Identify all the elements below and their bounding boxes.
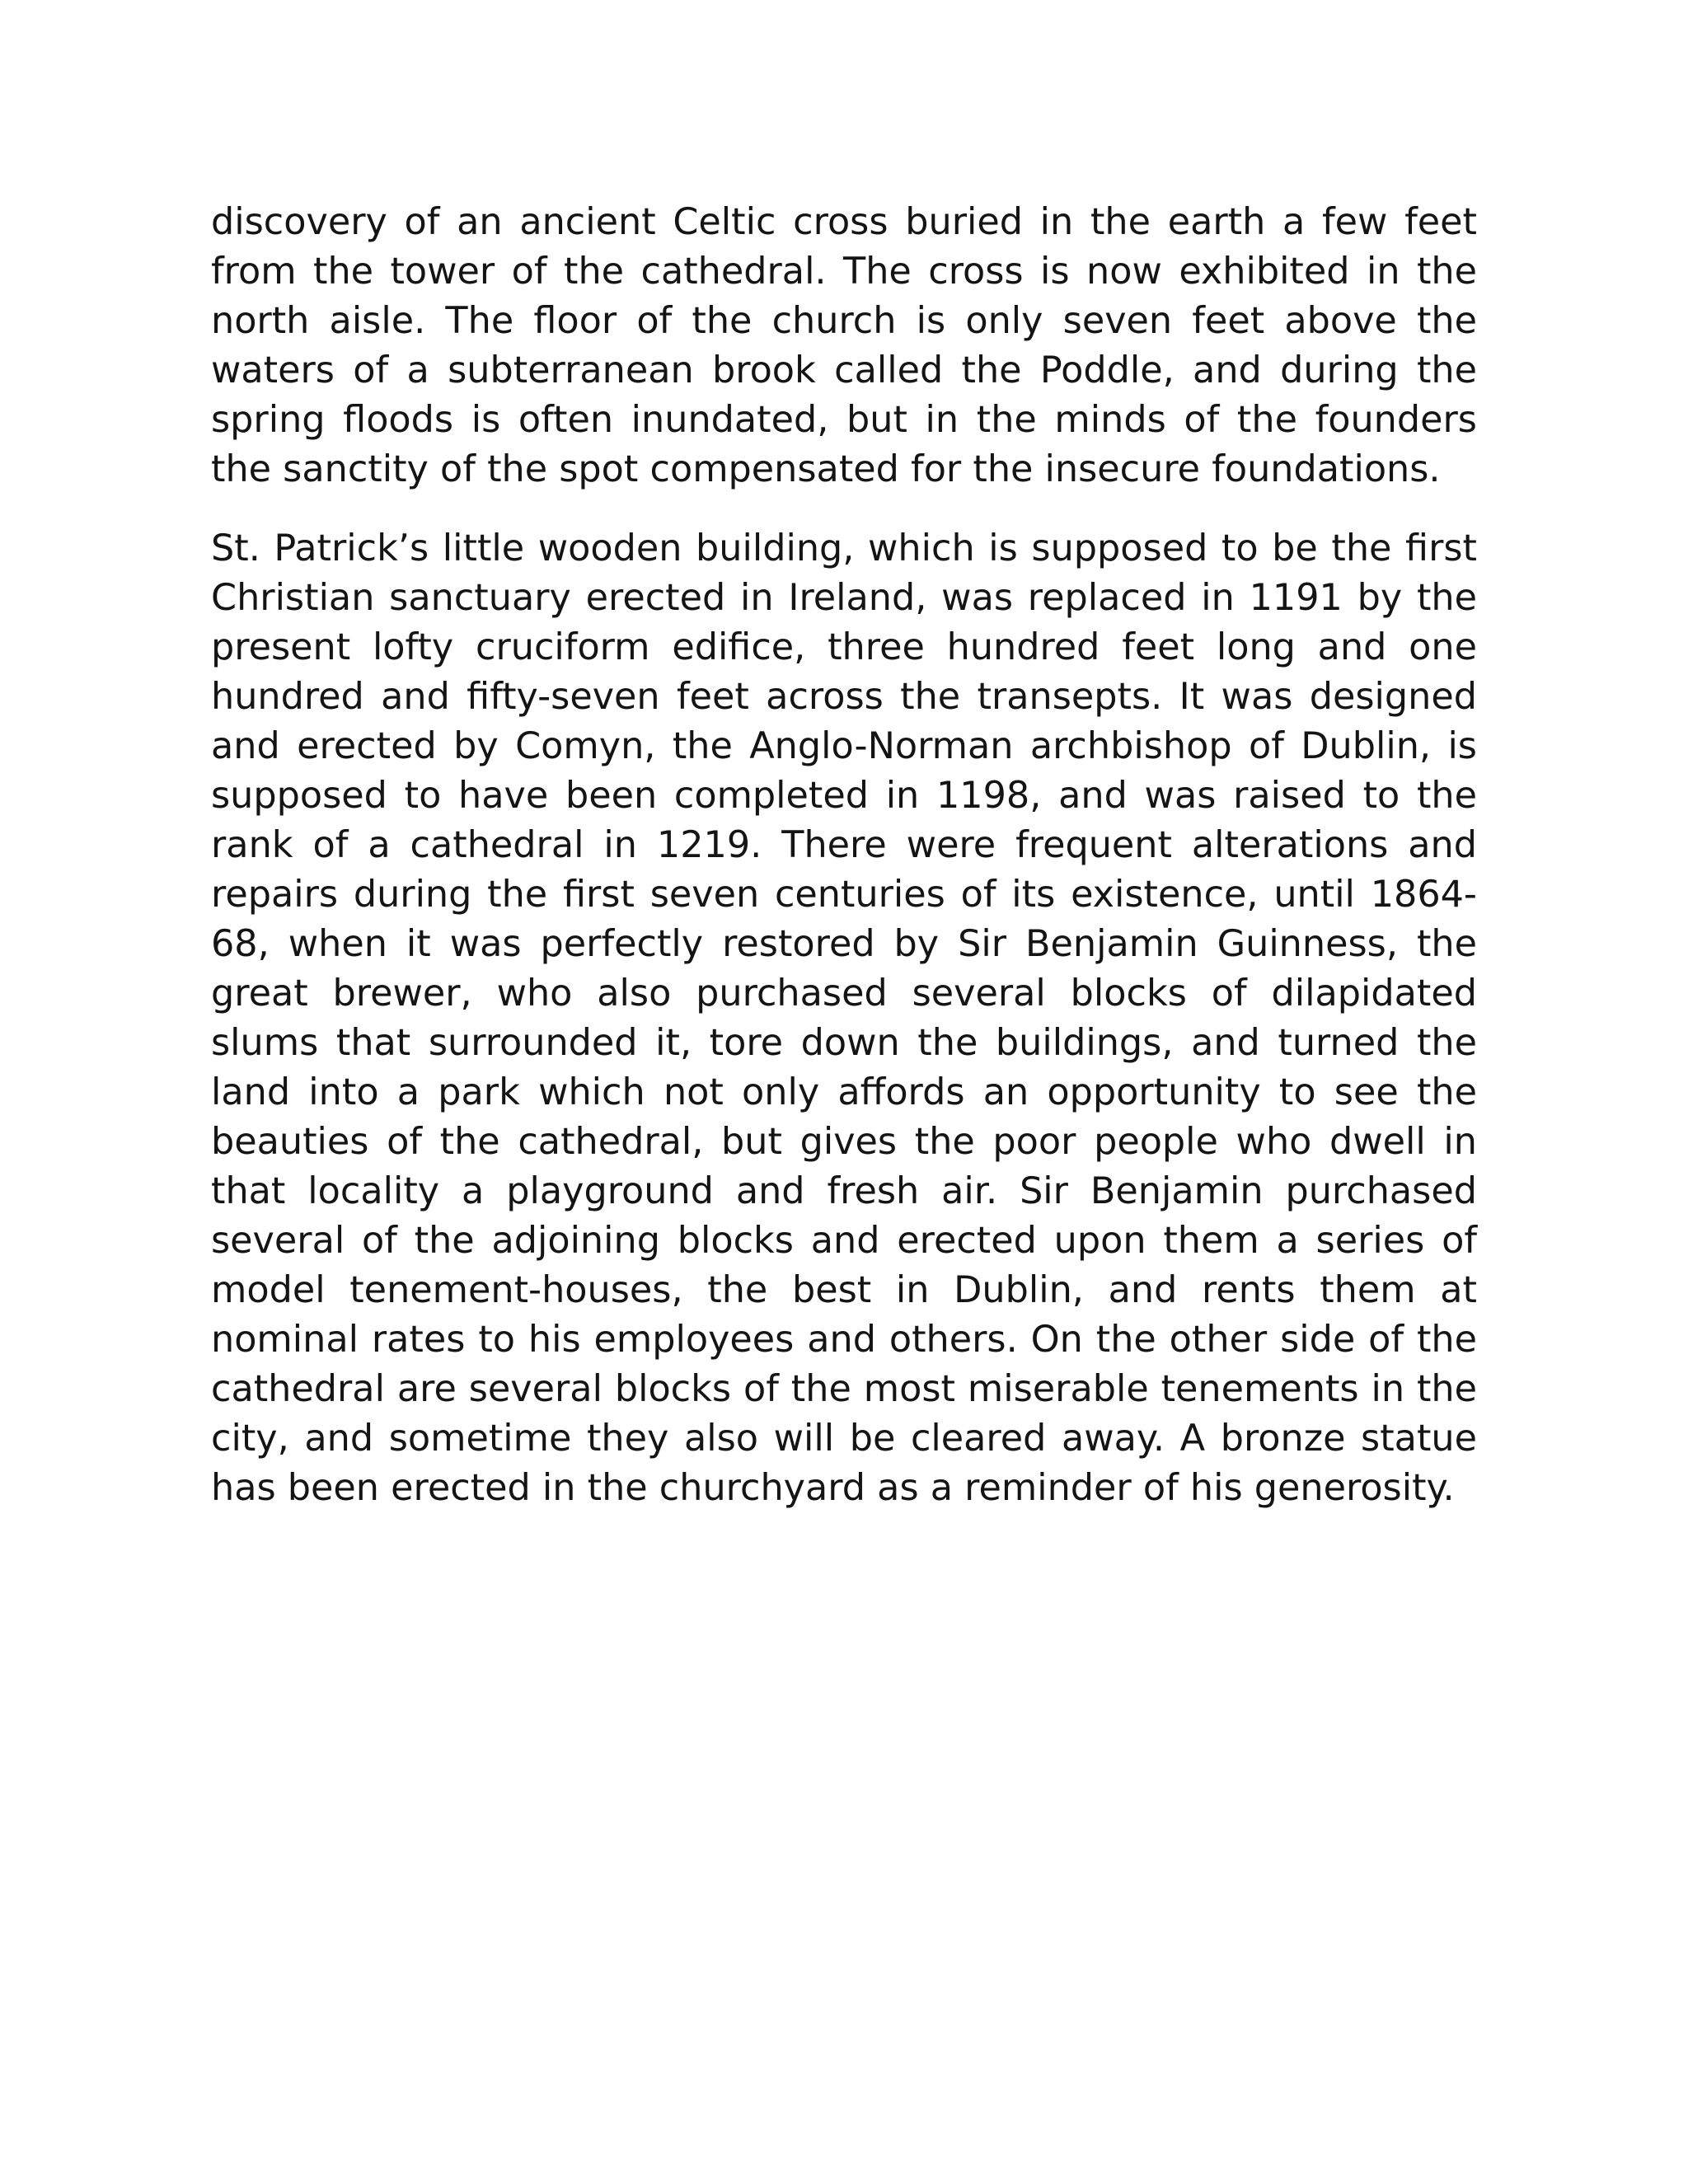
paragraph-2: St. Patrick’s little wooden building, which is supposed to be the first Christian sanctuary erected in Ireland, was replaced in 1191 by the present lofty cruciform edifice, three hundred feet long and one hundred and fifty-seven feet across the transepts. It was designed and erected by Comyn, the Anglo-Norman archbishop of Dublin, is supposed to have been completed in 1198, and was raised to the rank of a cathedral in 1219. There were frequent alterations and repairs during the first seven centuries of its existence, until 1864-68, when it was perfectly restored by Sir Benjamin Guinness, the great brewer, who also purchased several blocks of dilapidated slums that surrounded it, tore down the buildings, and turned the land into a park which not only affords an opportunity to see the beauties of the cathedral, but gives the poor people who dwell in that locality a playground and fresh air. Sir Benjamin purchased several of the adjoining blocks and erected upon them a series of model tenement-houses, the best in Dublin, and rents them at nominal rates to his employees and others. On the other side of the cathedral are several blocks of the most miserable tenements in the city, and sometime they also will be cleared away. A bronze statue has been erected in the churchyard as a reminder of his generosity. bbox=[211, 527, 1477, 1509]
document-page bbox=[211, 198, 1477, 1543]
paragraph-1: discovery of an ancient Celtic cross buried in the earth a few feet from the tower of the cathedral. The cross is now exhibited in the north aisle. The floor of the church is only seven feet above the waters of a subterranean brook called the Poddle, and during the spring floods is often inundated, but in the minds of the founders the sanctity of the spot compensated for the insecure foundations. bbox=[211, 201, 1477, 490]
